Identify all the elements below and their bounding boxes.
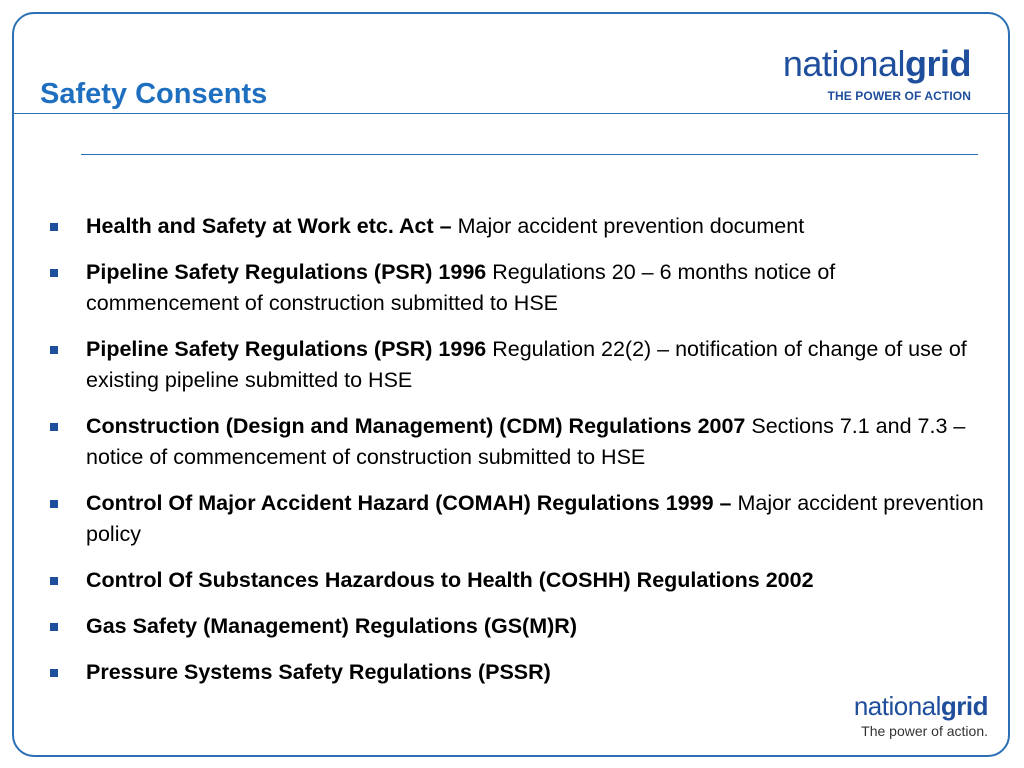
bullet-list: [50, 211, 985, 703]
bullet-heading: Health and Safety at Work etc. Act –: [86, 214, 452, 238]
bullet-square-icon: [50, 346, 58, 354]
slide-title: Safety Consents: [40, 78, 268, 110]
bullet-detail: Regulation 22(2) – notification of change of use of existing pipeline submitted to HSE: [86, 337, 967, 392]
bullet-square-icon: [50, 223, 58, 231]
bullet-heading: Gas Safety (Management) Regulations (GS(M)R): [86, 614, 577, 638]
bullet-heading: Control Of Major Accident Hazard (COMAH) Regulations 1999 –: [86, 491, 732, 515]
logo-word-bold: grid: [905, 43, 971, 84]
logo-wordmark: [782, 43, 971, 84]
bullet-heading: Control Of Substances Hazardous to Health (COSHH) Regulations 2002: [86, 568, 814, 592]
bullet-square-icon: [50, 500, 58, 508]
bullet-detail: Sections 7.1 and 7.3 – notice of commencement of construction submitted to HSE: [86, 414, 966, 469]
bullet-detail: Major accident prevention policy: [86, 491, 984, 546]
bullet-square-icon: [50, 669, 58, 677]
bullet-detail: Regulations 20 – 6 months notice of commencement of construction submitted to HSE: [86, 260, 836, 315]
bullet-detail: Major accident prevention document: [451, 214, 805, 238]
bullet-item: [50, 657, 985, 688]
bullet-heading: Pipeline Safety Regulations (PSR) 1996: [86, 260, 487, 284]
logo-word-normal: national: [782, 43, 905, 84]
bullet-square-icon: [50, 269, 58, 277]
bullet-item: [50, 334, 985, 396]
logo-tagline: THE POWER OF ACTION: [827, 89, 971, 103]
national-grid-logo-bottom: [854, 693, 988, 739]
logo-wordmark: [854, 693, 988, 719]
bullet-heading: Pressure Systems Safety Regulations (PSSR): [86, 660, 551, 684]
bullet-item: [50, 565, 985, 596]
bullet-item: [50, 257, 985, 319]
bullet-item: [50, 488, 985, 550]
bullet-square-icon: [50, 623, 58, 631]
national-grid-logo-top: [782, 43, 971, 103]
logo-word-normal: national: [853, 691, 941, 721]
bullet-square-icon: [50, 577, 58, 585]
bullet-heading: Pipeline Safety Regulations (PSR) 1996: [86, 337, 487, 361]
content-divider: [81, 154, 978, 155]
bullet-square-icon: [50, 423, 58, 431]
slide: [12, 12, 1010, 757]
bullet-item: [50, 611, 985, 642]
bullet-item: [50, 211, 985, 242]
logo-tagline: The power of action.: [861, 723, 988, 739]
logo-word-bold: grid: [940, 691, 988, 721]
bullet-heading: Construction (Design and Management) (CDM) Regulations 2007: [86, 414, 746, 438]
title-divider: [14, 113, 1008, 114]
bullet-item: [50, 411, 985, 473]
